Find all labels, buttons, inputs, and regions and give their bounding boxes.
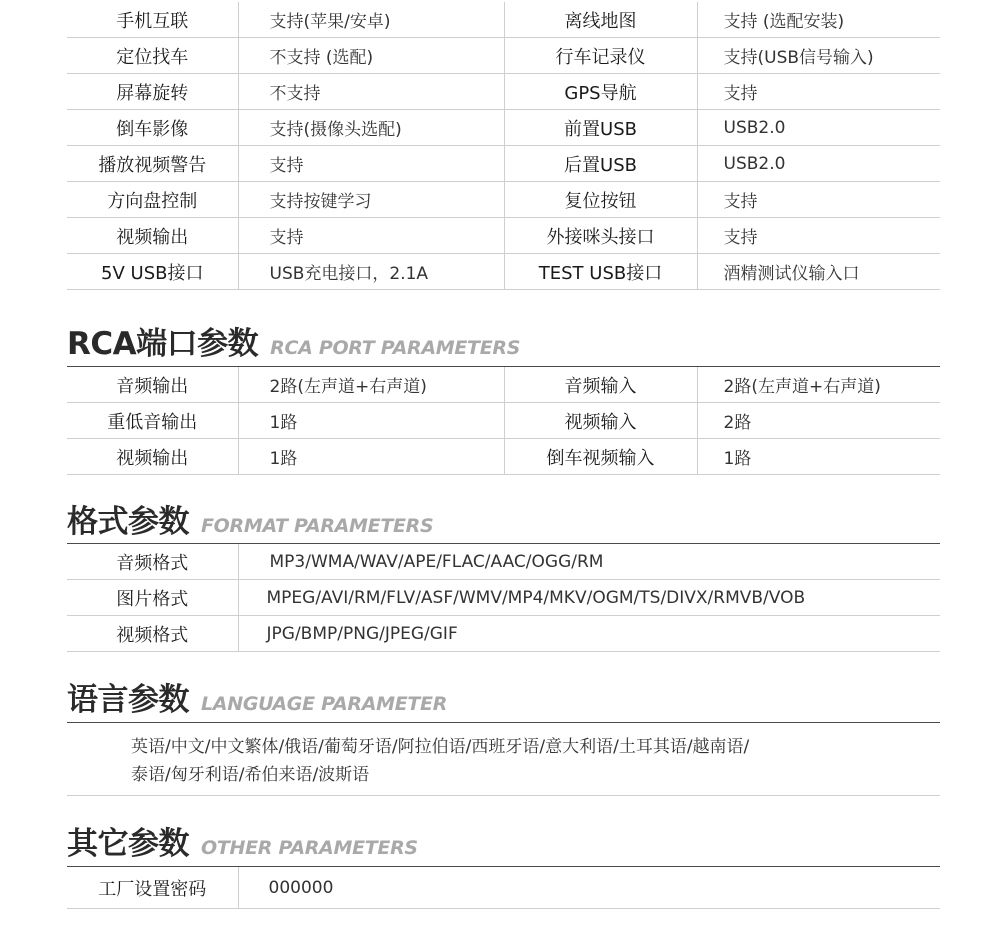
spec-value: USB2.0	[697, 110, 940, 146]
section-title: 其它参数	[67, 826, 189, 862]
section-subtitle: OTHER PARAMETERS	[201, 837, 418, 859]
spec-label: 前置USB	[504, 110, 697, 146]
spec-value: USB充电接口，2.1A	[238, 254, 504, 290]
spec-label: 外接咪头接口	[504, 218, 697, 254]
table-row	[67, 254, 940, 290]
spec-label: TEST USB接口	[504, 254, 697, 290]
language-line: 泰语/匈牙利语/希伯来语/波斯语	[131, 765, 370, 785]
spec-label: 倒车视频输入	[504, 439, 697, 475]
section-title: 语言参数	[67, 682, 189, 718]
table-row	[67, 403, 940, 439]
feature-spec-table	[67, 2, 940, 290]
spec-value: MP3/WMA/WAV/APE/FLAC/AAC/OGG/RM	[238, 544, 940, 580]
spec-value: JPG/BMP/PNG/JPEG/GIF	[238, 616, 940, 652]
table-row	[67, 146, 940, 182]
spec-value: 支持(USB信号输入)	[697, 38, 940, 74]
spec-value: MPEG/AVI/RM/FLV/ASF/WMV/MP4/MKV/OGM/TS/DIVX/RMVB/VOB	[238, 580, 940, 616]
table-row	[67, 439, 940, 475]
spec-value: USB2.0	[697, 146, 940, 182]
section-subtitle: FORMAT PARAMETERS	[201, 515, 434, 537]
spec-label: 重低音输出	[67, 403, 238, 439]
spec-label: 后置USB	[504, 146, 697, 182]
spec-value: 不支持 (选配)	[238, 38, 504, 74]
section-title: 格式参数	[67, 504, 189, 540]
other-section	[67, 866, 940, 909]
spec-label: 音频输入	[504, 367, 697, 403]
rca-table	[67, 366, 940, 475]
spec-label: 倒车影像	[67, 110, 238, 146]
spec-label: 离线地图	[504, 2, 697, 38]
spec-label: 音频格式	[67, 544, 238, 580]
section-subtitle: LANGUAGE PARAMETER	[201, 693, 448, 715]
table-row	[67, 544, 940, 580]
table-row	[67, 616, 940, 652]
spec-value: 1路	[238, 403, 504, 439]
table-row	[67, 182, 940, 218]
spec-value: 支持按键学习	[238, 182, 504, 218]
format-section	[67, 543, 940, 652]
spec-value: 1路	[238, 439, 504, 475]
spec-value: 支持	[238, 218, 504, 254]
table-row	[67, 74, 940, 110]
section-subtitle: RCA PORT PARAMETERS	[270, 337, 521, 359]
spec-value: 2路	[697, 403, 940, 439]
spec-label: 音频输出	[67, 367, 238, 403]
other-table	[67, 866, 940, 909]
spec-label: 屏幕旋转	[67, 74, 238, 110]
table-row	[67, 38, 940, 74]
language-line: 英语/中文/中文繁体/俄语/葡萄牙语/阿拉伯语/西班牙语/意大利语/土耳其语/越南语/	[131, 737, 750, 757]
table-row	[67, 367, 940, 403]
spec-label: 视频格式	[67, 616, 238, 652]
spec-label: 5V USB接口	[67, 254, 238, 290]
spec-label: 图片格式	[67, 580, 238, 616]
spec-label: 视频输出	[67, 218, 238, 254]
spec-value: 1路	[697, 439, 940, 475]
spec-value: 支持	[697, 218, 940, 254]
table-row	[67, 580, 940, 616]
table-row	[67, 867, 940, 909]
spec-label: 行车记录仪	[504, 38, 697, 74]
spec-label: 方向盘控制	[67, 182, 238, 218]
format-section-header	[67, 496, 940, 541]
table-row	[67, 2, 940, 38]
rca-section	[67, 366, 940, 475]
rca-section-header	[67, 318, 940, 363]
spec-value: 000000	[238, 867, 940, 909]
spec-label: 工厂设置密码	[67, 867, 238, 909]
spec-value: 不支持	[238, 74, 504, 110]
section-title: RCA端口参数	[67, 326, 259, 362]
spec-value: 支持	[697, 74, 940, 110]
spec-value: 支持(摄像头选配)	[238, 110, 504, 146]
spec-value: 2路(左声道+右声道)	[697, 367, 940, 403]
language-list	[67, 722, 940, 796]
format-table	[67, 543, 940, 652]
spec-label: 定位找车	[67, 38, 238, 74]
spec-label: 复位按钮	[504, 182, 697, 218]
table-row	[67, 110, 940, 146]
spec-label: 手机互联	[67, 2, 238, 38]
spec-label: GPS导航	[504, 74, 697, 110]
language-section-header	[67, 674, 940, 719]
feature-spec-section	[67, 2, 940, 290]
spec-value: 支持	[697, 182, 940, 218]
spec-label: 视频输出	[67, 439, 238, 475]
spec-label: 播放视频警告	[67, 146, 238, 182]
spec-value: 2路(左声道+右声道)	[238, 367, 504, 403]
table-row	[67, 218, 940, 254]
spec-value: 酒精测试仪输入口	[697, 254, 940, 290]
spec-value: 支持(苹果/安卓)	[238, 2, 504, 38]
spec-label: 视频输入	[504, 403, 697, 439]
other-section-header	[67, 818, 940, 863]
spec-value: 支持	[238, 146, 504, 182]
spec-value: 支持 (选配安装)	[697, 2, 940, 38]
language-text	[131, 733, 891, 789]
